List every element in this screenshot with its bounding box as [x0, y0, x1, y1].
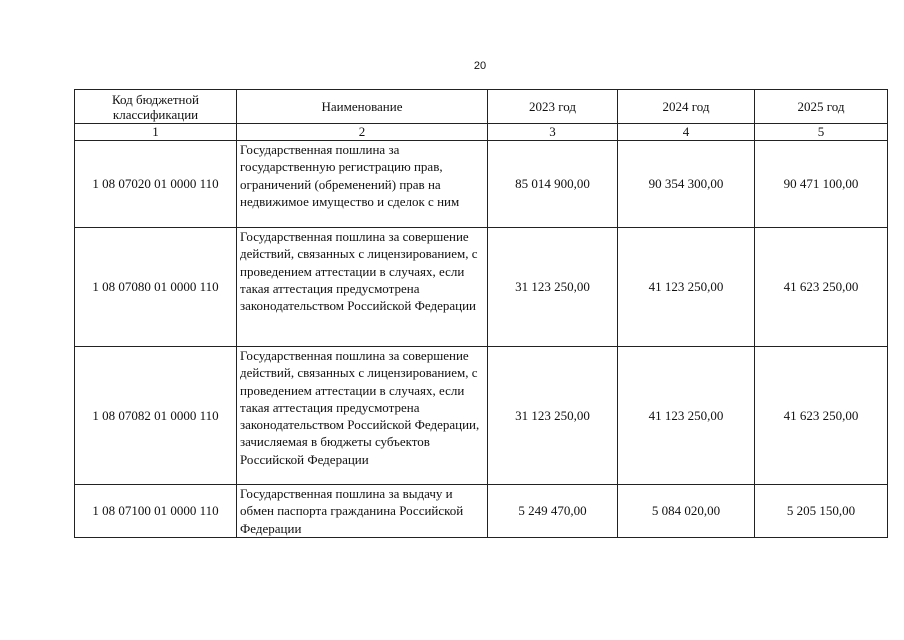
header-code: Код бюджетной классификации: [75, 90, 237, 124]
table-row: [75, 347, 888, 485]
column-number-row: [75, 124, 888, 141]
table-row: [75, 485, 888, 538]
header-2024: 2024 год: [618, 90, 755, 124]
table-row: [75, 228, 888, 347]
amount-2025-cell: 41 623 250,00: [755, 228, 888, 347]
amount-2023-cell: 85 014 900,00: [488, 141, 618, 228]
revenue-name-cell: Государственная пошлина за государственную регистрацию прав, ограничений (обременений) прав на недвижимое имущество и сделок с ним: [237, 141, 488, 228]
revenue-name-cell: Государственная пошлина за выдачу и обмен паспорта гражданина Российской Федерации: [237, 485, 488, 538]
amount-2024-cell: 41 123 250,00: [618, 228, 755, 347]
amount-2024-cell: 41 123 250,00: [618, 347, 755, 485]
table-row: [75, 141, 888, 228]
column-number: 4: [618, 124, 755, 141]
budget-code-cell: 1 08 07020 01 0000 110: [75, 141, 237, 228]
budget-code-cell: 1 08 07080 01 0000 110: [75, 228, 237, 347]
revenue-name-cell: Государственная пошлина за совершение действий, связанных с лицензированием, с проведением аттестации в случаях, если такая аттестация предусмотрена законодательством Российской Федерации: [237, 228, 488, 347]
amount-2024-cell: 90 354 300,00: [618, 141, 755, 228]
amount-2025-cell: 5 205 150,00: [755, 485, 888, 538]
amount-2023-cell: 5 249 470,00: [488, 485, 618, 538]
amount-2023-cell: 31 123 250,00: [488, 347, 618, 485]
amount-2025-cell: 41 623 250,00: [755, 347, 888, 485]
header-2025: 2025 год: [755, 90, 888, 124]
column-number: 2: [237, 124, 488, 141]
budget-code-cell: 1 08 07100 01 0000 110: [75, 485, 237, 538]
column-number: 5: [755, 124, 888, 141]
column-number: 3: [488, 124, 618, 141]
budget-revenue-table: [74, 89, 888, 538]
amount-2025-cell: 90 471 100,00: [755, 141, 888, 228]
amount-2023-cell: 31 123 250,00: [488, 228, 618, 347]
revenue-name-cell: Государственная пошлина за совершение действий, связанных с лицензированием, с проведением аттестации в случаях, если такая аттестация предусмотрена законодательством Российской Федерации, зачисляемая в бюджеты субъектов Российской Федерации: [237, 347, 488, 485]
amount-2024-cell: 5 084 020,00: [618, 485, 755, 538]
page-number: 20: [473, 60, 487, 72]
header-2023: 2023 год: [488, 90, 618, 124]
budget-code-cell: 1 08 07082 01 0000 110: [75, 347, 237, 485]
column-number: 1: [75, 124, 237, 141]
table-header-row: [75, 90, 888, 124]
header-name: Наименование: [237, 90, 488, 124]
